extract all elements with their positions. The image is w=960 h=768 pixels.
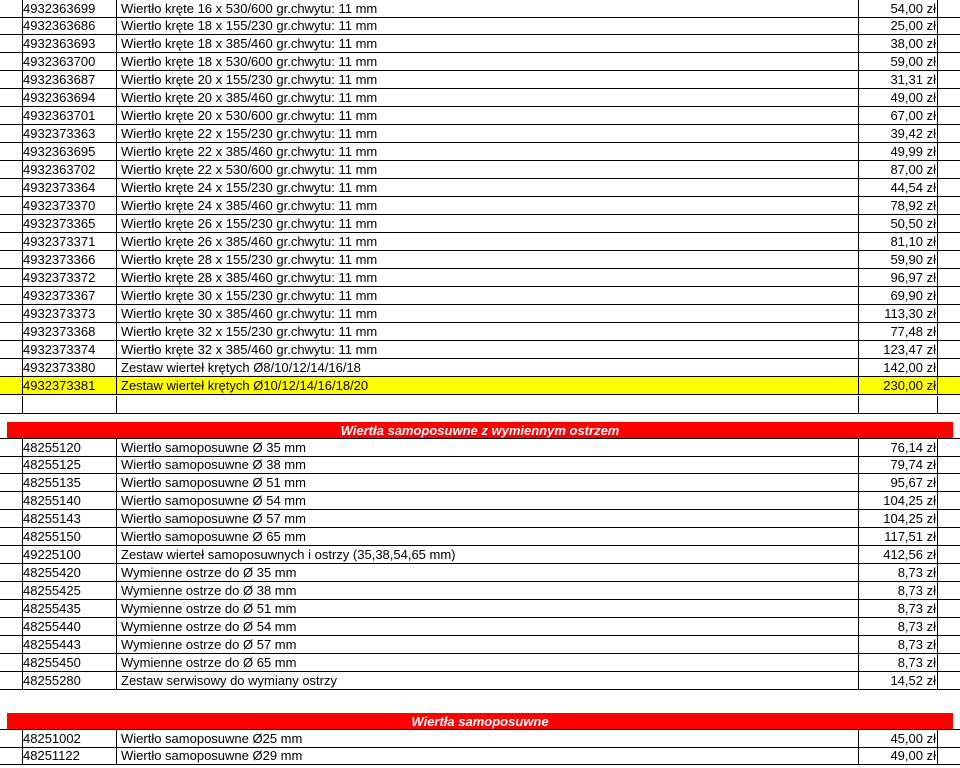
table-row bbox=[0, 323, 960, 341]
table-row bbox=[0, 161, 960, 179]
product-code: 4932373381 bbox=[22, 377, 117, 394]
product-price: 123,47 zł bbox=[860, 341, 938, 358]
product-price: 8,73 zł bbox=[860, 636, 938, 653]
table-row bbox=[0, 438, 960, 457]
table-row bbox=[0, 0, 960, 18]
table-row bbox=[0, 233, 960, 251]
product-description: Wiertło samoposuwne Ø 35 mm bbox=[119, 439, 859, 456]
product-description: Wiertło samoposuwne Ø 51 mm bbox=[119, 474, 859, 491]
product-code: 4932373371 bbox=[22, 233, 117, 250]
table-row bbox=[0, 107, 960, 125]
table-row bbox=[0, 564, 960, 582]
table-row bbox=[0, 546, 960, 564]
product-code: 4932363693 bbox=[22, 35, 117, 52]
product-code: 4932373363 bbox=[22, 125, 117, 142]
product-price: 79,74 zł bbox=[860, 456, 938, 473]
product-price: 49,99 zł bbox=[860, 143, 938, 160]
section-header bbox=[7, 422, 953, 438]
product-description: Wiertło kręte 22 x 385/460 gr.chwytu: 11 mm bbox=[119, 143, 859, 160]
product-price: 104,25 zł bbox=[860, 492, 938, 509]
product-price: 59,90 zł bbox=[860, 251, 938, 268]
product-description: Wymienne ostrze do Ø 65 mm bbox=[119, 654, 859, 671]
product-code: 4932373374 bbox=[22, 341, 117, 358]
table-row bbox=[0, 251, 960, 269]
product-code: 4932373366 bbox=[22, 251, 117, 268]
table-row bbox=[0, 179, 960, 197]
product-price: 59,00 zł bbox=[860, 53, 938, 70]
table-row bbox=[0, 729, 960, 748]
product-code: 4932373380 bbox=[22, 359, 117, 376]
product-description: Wiertło kręte 16 x 530/600 gr.chwytu: 11 mm bbox=[119, 0, 859, 17]
product-description: Wiertło kręte 18 x 530/600 gr.chwytu: 11 mm bbox=[119, 53, 859, 70]
product-price: 25,00 zł bbox=[860, 17, 938, 34]
table-row bbox=[0, 377, 960, 395]
product-code: 4932363702 bbox=[22, 161, 117, 178]
product-description: Wiertło kręte 30 x 385/460 gr.chwytu: 11 mm bbox=[119, 305, 859, 322]
product-code: 4932363701 bbox=[22, 107, 117, 124]
product-price: 8,73 zł bbox=[860, 582, 938, 599]
product-description: Wiertło kręte 26 x 385/460 gr.chwytu: 11 mm bbox=[119, 233, 859, 250]
table-row bbox=[0, 341, 960, 359]
table-row bbox=[0, 654, 960, 672]
section-header bbox=[7, 713, 953, 729]
product-code: 48255135 bbox=[22, 474, 117, 491]
product-description: Wymienne ostrze do Ø 51 mm bbox=[119, 600, 859, 617]
product-description: Wymienne ostrze do Ø 38 mm bbox=[119, 582, 859, 599]
product-description: Wiertło kręte 22 x 530/600 gr.chwytu: 11 mm bbox=[119, 161, 859, 178]
section-title: Wiertła samoposuwne bbox=[411, 714, 549, 729]
table-row bbox=[0, 636, 960, 654]
product-price: 49,00 zł bbox=[860, 89, 938, 106]
product-description: Wiertło samoposuwne Ø 54 mm bbox=[119, 492, 859, 509]
product-code: 48255143 bbox=[22, 510, 117, 527]
product-description: Wiertło kręte 32 x 155/230 gr.chwytu: 11 mm bbox=[119, 323, 859, 340]
table-row bbox=[0, 528, 960, 546]
product-price: 87,00 zł bbox=[860, 161, 938, 178]
table-row bbox=[0, 197, 960, 215]
table-row bbox=[0, 215, 960, 233]
product-description: Wiertło samoposuwne Ø 38 mm bbox=[119, 456, 859, 473]
product-price: 45,00 zł bbox=[860, 730, 938, 747]
product-code: 48255443 bbox=[22, 636, 117, 653]
product-price: 412,56 zł bbox=[860, 546, 938, 563]
product-code: 4932373364 bbox=[22, 179, 117, 196]
table-row bbox=[0, 618, 960, 636]
product-price: 77,48 zł bbox=[860, 323, 938, 340]
product-code: 48255450 bbox=[22, 654, 117, 671]
product-price: 8,73 zł bbox=[860, 654, 938, 671]
product-code: 49225100 bbox=[22, 546, 117, 563]
table-row bbox=[0, 125, 960, 143]
empty-cell bbox=[119, 396, 859, 413]
product-code: 4932363687 bbox=[22, 71, 117, 88]
product-description: Wiertło kręte 28 x 385/460 gr.chwytu: 11 mm bbox=[119, 269, 859, 286]
product-price: 14,52 zł bbox=[860, 672, 938, 689]
product-code: 48255420 bbox=[22, 564, 117, 581]
product-code: 48255120 bbox=[22, 439, 117, 456]
product-price: 49,00 zł bbox=[860, 747, 938, 764]
product-code: 48255280 bbox=[22, 672, 117, 689]
product-description: Wiertło kręte 24 x 155/230 gr.chwytu: 11 mm bbox=[119, 179, 859, 196]
table-row bbox=[0, 89, 960, 107]
product-description: Wiertło kręte 18 x 385/460 gr.chwytu: 11 mm bbox=[119, 35, 859, 52]
product-description: Wiertło kręte 20 x 530/600 gr.chwytu: 11 mm bbox=[119, 107, 859, 124]
product-code: 4932363686 bbox=[22, 17, 117, 34]
product-description: Wiertło samoposuwne Ø25 mm bbox=[119, 730, 859, 747]
product-description: Wiertło kręte 28 x 155/230 gr.chwytu: 11 mm bbox=[119, 251, 859, 268]
product-description: Wiertło kręte 30 x 155/230 gr.chwytu: 11 mm bbox=[119, 287, 859, 304]
product-code: 4932363700 bbox=[22, 53, 117, 70]
product-code: 4932373372 bbox=[22, 269, 117, 286]
product-price: 104,25 zł bbox=[860, 510, 938, 527]
product-description: Wiertło kręte 20 x 155/230 gr.chwytu: 11 mm bbox=[119, 71, 859, 88]
table-row bbox=[0, 747, 960, 765]
product-price: 67,00 zł bbox=[860, 107, 938, 124]
table-row bbox=[0, 143, 960, 161]
product-price: 76,14 zł bbox=[860, 439, 938, 456]
table-row bbox=[0, 17, 960, 35]
product-price: 31,31 zł bbox=[860, 71, 938, 88]
product-price: 39,42 zł bbox=[860, 125, 938, 142]
table-row bbox=[0, 359, 960, 377]
table-row bbox=[0, 71, 960, 89]
table-row bbox=[0, 582, 960, 600]
product-code: 48255125 bbox=[22, 456, 117, 473]
product-description: Wiertło kręte 18 x 155/230 gr.chwytu: 11 mm bbox=[119, 17, 859, 34]
table-row bbox=[0, 305, 960, 323]
product-description: Wiertło kręte 20 x 385/460 gr.chwytu: 11 mm bbox=[119, 89, 859, 106]
product-description: Wiertło samoposuwne Ø 65 mm bbox=[119, 528, 859, 545]
product-code: 48255440 bbox=[22, 618, 117, 635]
product-description: Wiertło samoposuwne Ø 57 mm bbox=[119, 510, 859, 527]
product-code: 4932363695 bbox=[22, 143, 117, 160]
table-row bbox=[0, 269, 960, 287]
empty-row bbox=[0, 396, 960, 414]
product-code: 4932363699 bbox=[22, 0, 117, 17]
product-price: 8,73 zł bbox=[860, 618, 938, 635]
product-description: Zestaw wierteł krętych Ø8/10/12/14/16/18 bbox=[119, 359, 859, 376]
product-description: Wymienne ostrze do Ø 35 mm bbox=[119, 564, 859, 581]
product-code: 4932373368 bbox=[22, 323, 117, 340]
product-price: 69,90 zł bbox=[860, 287, 938, 304]
table-row bbox=[0, 510, 960, 528]
product-code: 48255150 bbox=[22, 528, 117, 545]
table-row bbox=[0, 456, 960, 474]
product-description: Wiertło kręte 24 x 385/460 gr.chwytu: 11 mm bbox=[119, 197, 859, 214]
product-description: Wymienne ostrze do Ø 57 mm bbox=[119, 636, 859, 653]
empty-cell bbox=[22, 396, 117, 413]
table-row bbox=[0, 287, 960, 305]
product-price: 142,00 zł bbox=[860, 359, 938, 376]
product-description: Wiertło kręte 32 x 385/460 gr.chwytu: 11 mm bbox=[119, 341, 859, 358]
product-code: 4932373373 bbox=[22, 305, 117, 322]
product-description: Wiertło kręte 22 x 155/230 gr.chwytu: 11 mm bbox=[119, 125, 859, 142]
product-price: 81,10 zł bbox=[860, 233, 938, 250]
product-price: 8,73 zł bbox=[860, 564, 938, 581]
table-row bbox=[0, 35, 960, 53]
empty-cell bbox=[860, 396, 938, 413]
product-price: 113,30 zł bbox=[860, 305, 938, 322]
product-description: Zestaw wierteł krętych Ø10/12/14/16/18/20 bbox=[119, 377, 859, 394]
product-description: Wiertło kręte 26 x 155/230 gr.chwytu: 11 mm bbox=[119, 215, 859, 232]
product-price: 50,50 zł bbox=[860, 215, 938, 232]
product-code: 48251002 bbox=[22, 730, 117, 747]
product-description: Wymienne ostrze do Ø 54 mm bbox=[119, 618, 859, 635]
product-price: 44,54 zł bbox=[860, 179, 938, 196]
product-code: 4932373367 bbox=[22, 287, 117, 304]
product-price: 38,00 zł bbox=[860, 35, 938, 52]
table-row bbox=[0, 492, 960, 510]
product-code: 4932373370 bbox=[22, 197, 117, 214]
product-description: Zestaw wierteł samoposuwnych i ostrzy (35,38,54,65 mm) bbox=[119, 546, 859, 563]
product-code: 4932373365 bbox=[22, 215, 117, 232]
product-price: 230,00 zł bbox=[860, 377, 938, 394]
table-row bbox=[0, 600, 960, 618]
product-price: 8,73 zł bbox=[860, 600, 938, 617]
product-price: 95,67 zł bbox=[860, 474, 938, 491]
product-code: 48251122 bbox=[22, 747, 117, 764]
product-code: 4932363694 bbox=[22, 89, 117, 106]
product-code: 48255140 bbox=[22, 492, 117, 509]
table-row bbox=[0, 672, 960, 690]
table-row bbox=[0, 53, 960, 71]
table-row bbox=[0, 474, 960, 492]
product-price: 78,92 zł bbox=[860, 197, 938, 214]
product-price: 54,00 zł bbox=[860, 0, 938, 17]
product-code: 48255425 bbox=[22, 582, 117, 599]
product-code: 48255435 bbox=[22, 600, 117, 617]
product-price: 96,97 zł bbox=[860, 269, 938, 286]
product-price: 117,51 zł bbox=[860, 528, 938, 545]
section-title: Wiertła samoposuwne z wymiennym ostrzem bbox=[340, 423, 620, 438]
product-description: Wiertło samoposuwne Ø29 mm bbox=[119, 747, 859, 764]
product-description: Zestaw serwisowy do wymiany ostrzy bbox=[119, 672, 859, 689]
